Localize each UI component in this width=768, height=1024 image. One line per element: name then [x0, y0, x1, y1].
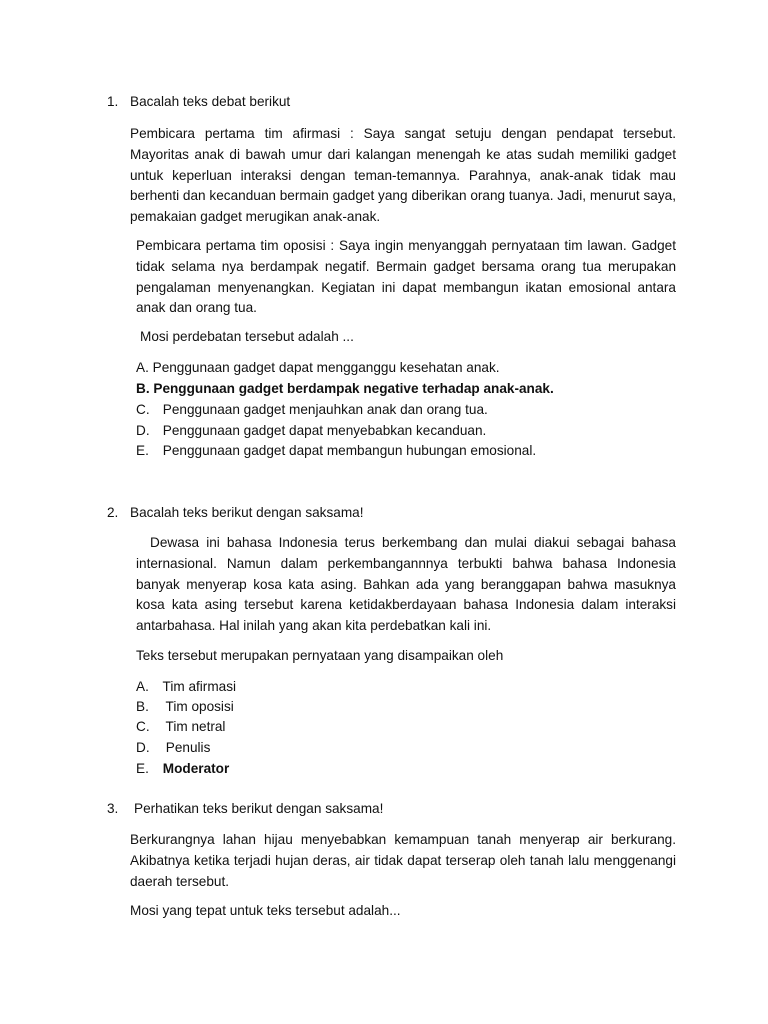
option-letter: C. [136, 402, 150, 417]
option-text: Penggunaan gadget berdampak negative terhadap anak-anak. [153, 381, 554, 396]
question-2-option-a [136, 679, 236, 694]
question-1-option-c [136, 402, 488, 417]
option-letter: D. [136, 740, 150, 755]
option-letter: B. [136, 381, 150, 396]
question-1-option-e [136, 443, 536, 458]
question-2-option-e [136, 761, 229, 776]
option-letter: B. [136, 699, 149, 714]
question-1-option-d [136, 423, 486, 438]
question-2-heading: Bacalah teks berikut dengan saksama! [130, 505, 364, 520]
option-text: Penggunaan gadget dapat mengganggu kesehatan anak. [152, 360, 500, 375]
option-text: Moderator [162, 761, 230, 776]
option-text: Tim oposisi [165, 699, 234, 714]
question-2-prompt: Teks tersebut merupakan pernyataan yang disampaikan oleh [136, 648, 504, 663]
question-1-heading: Bacalah teks debat berikut [130, 94, 291, 109]
question-2-passage: Dewasa ini bahasa Indonesia terus berkembang dan mulai diakui sebagai bahasa internasional. Namun dalam perkembangannnya terbukti bahwa bahasa Indonesia banyak menyerap kosa kata asing. Bahkan ada yang beranggapan bahwa masuknya kosa kata asing tersebut karena ketidakberdayaan bahasa Indonesia dalam interaksi antarbahasa. Hal inilah yang akan kita perdebatkan kali ini. [136, 535, 676, 634]
question-1-number: 1. [107, 94, 119, 109]
question-2-option-b [136, 699, 234, 714]
option-letter: D. [136, 423, 150, 438]
question-3-passage: Berkurangnya lahan hijau menyebabkan kemampuan tanah menyerap air berkurang. Akibatnya ketika terjadi hujan deras, air tidak dapat terserap oleh tanah lalu menggenangi daerah tersebut. [130, 832, 676, 889]
question-3-number: 3. [107, 801, 119, 816]
option-text: Penggunaan gadget dapat menyebabkan kecanduan. [162, 423, 487, 438]
question-3-heading: Perhatikan teks berikut dengan saksama! [134, 801, 384, 816]
question-1-prompt: Mosi perdebatan tersebut adalah ... [140, 329, 354, 344]
question-3-prompt: Mosi yang tepat untuk teks tersebut adalah... [130, 903, 401, 918]
option-letter: A. [136, 679, 149, 694]
question-1-option-a [136, 360, 500, 375]
question-1-passage-affirmative: Pembicara pertama tim afirmasi : Saya sangat setuju dengan pendapat tersebut. Mayoritas anak di bawah umur dari kalangan menengah ke atas sudah memiliki gadget untuk keperluan interaksi dengan teman-temannya. Parahnya, anak-anak tidak mau berhenti dan kecanduan bermain gadget yang diberikan orang tuanya. Jadi, menurut saya, pemakaian gadget merugikan anak-anak. [130, 126, 676, 225]
option-letter: A. [136, 360, 149, 375]
option-letter: C. [136, 719, 150, 734]
question-2-option-d [136, 740, 210, 755]
question-2-number: 2. [107, 505, 119, 520]
option-text: Tim afirmasi [162, 679, 237, 694]
option-text: Penggunaan gadget menjauhkan anak dan orang tua. [162, 402, 488, 417]
option-letter: E. [136, 443, 149, 458]
option-letter: E. [136, 761, 149, 776]
question-2-option-c [136, 719, 225, 734]
question-1-option-b [136, 381, 554, 396]
option-text: Tim netral [165, 719, 226, 734]
option-text: Penggunaan gadget dapat membangun hubungan emosional. [162, 443, 537, 458]
option-text: Penulis [165, 740, 211, 755]
question-1-passage-opposition: Pembicara pertama tim oposisi : Saya ingin menyanggah pernyataan tim lawan. Gadget tidak selama nya berdampak negatif. Bermain gadget bersama orang tua merupakan pengalaman menyenangkan. Kegiatan ini dapat membangun ikatan emosional antara anak dan orang tua. [136, 238, 676, 316]
